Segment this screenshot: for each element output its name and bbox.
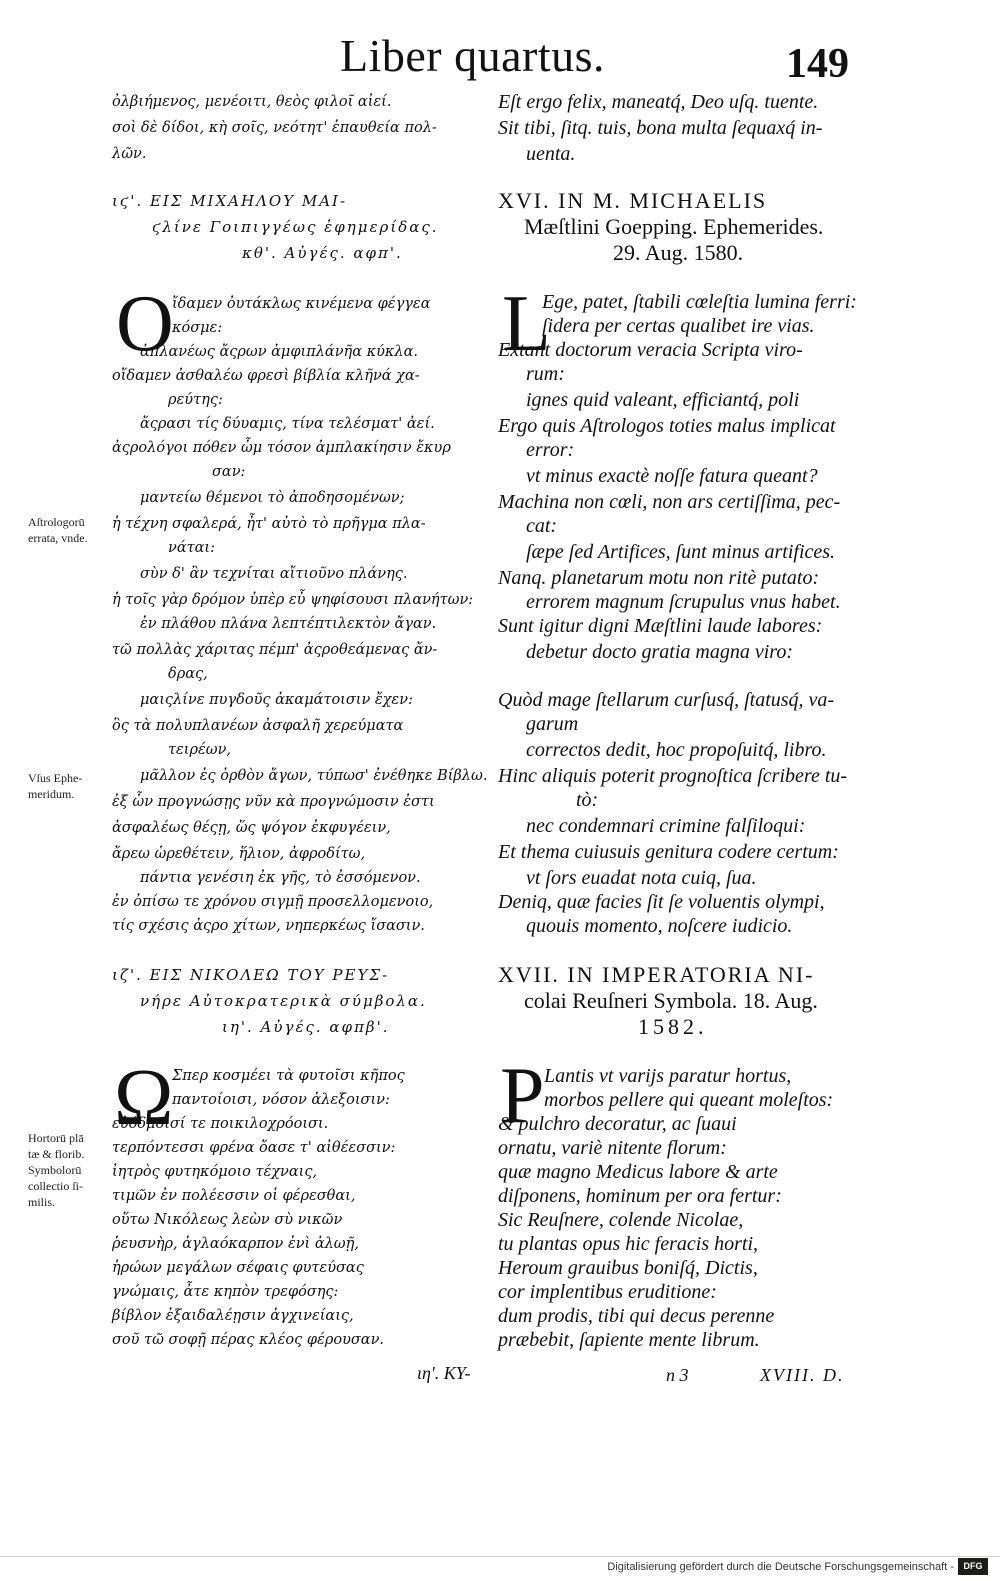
greek-poem1-line: ἐξ ὧν προγνώσῃς νῦν κὰ προγνώμοσιν ἐστι: [112, 794, 435, 810]
latin-poem2-line: dum prodis, tibi qui decus perenne: [498, 1305, 775, 1327]
latin-poem2-line: diſponens, hominum per ora fertur:: [498, 1185, 782, 1207]
latin-poem1-line: correctos dedit, hoc propoſuitq́, libro.: [526, 739, 827, 761]
latin-poem1-line: Ege, patet, ſtabili cœleſtia lumina ferri:: [542, 291, 857, 313]
latin-poem1-line: debetur docto gratia magna viro:: [526, 641, 794, 663]
greek-poem1-line: σαν:: [212, 464, 246, 480]
greek-poem2-line: Σπερ κοσμέει τὰ φυτοῖσι κῆπος: [172, 1068, 405, 1084]
greek-poem2-line: εὐόδμοισί τε ποικιλοχρόοισι.: [112, 1116, 329, 1132]
greek-poem2-line: γνώμαις, ἆτε κηπὸν τρεφόσης:: [112, 1284, 339, 1300]
latin-poem1-line: vt ſors euadat nota cuiq, ſua.: [526, 867, 757, 889]
greek-top-line: ὀλβιήμενος, μενέοιτι, θεὸς φιλοῖ αἰεί.: [112, 94, 392, 110]
latin-poem1-line: nec condemnari crimine falſiloqui:: [526, 815, 806, 837]
greek-poem1-dropcap: O: [116, 280, 174, 368]
greek-poem1-line: νάται:: [168, 540, 215, 556]
greek-poem1-line: ἀσφαλέως θέςῃ, ὥς ψόγον ἐκφυγέειν,: [112, 820, 391, 836]
latin-poem1-line: Hinc aliquis poterit prognoſtica ſcribere tu-: [498, 765, 848, 787]
greek-poem1-line: μᾶλλον ἐς ὀρθὸν ἄγων, τύπωσ' ἐνέθηκε Βίβλω.: [140, 768, 488, 784]
margin-note-ephemerides: [28, 770, 106, 802]
greek-poem2-heading: ιη'. Αὐγές. αφπβ'.: [222, 1018, 390, 1036]
greek-poem1-heading: κθ'. Αὐγές. αφπ'.: [242, 244, 403, 262]
greek-poem1-heading: ιϛ'. ΕΙΣ ΜΙΧΑΗΛΟΥ ΜΑΙ-: [112, 192, 348, 210]
latin-poem2-line: morbos pellere qui queant moleſtos:: [544, 1089, 834, 1111]
greek-poem2-line: ῥευσνὴρ, ἀγλαόκαρπον ἐνὶ ἀλωῇ,: [112, 1236, 359, 1252]
margin-note-astrologers: [28, 514, 106, 546]
latin-poem2-line: tu plantas opus hic feracis horti,: [498, 1233, 758, 1255]
page-number: 149: [786, 41, 849, 87]
greek-poem1-line: οἴδαμεν ἀσθαλέω φρεσὶ βίβλία κλῆνά χα-: [112, 368, 420, 384]
greek-poem1-line: τειρέων,: [168, 742, 232, 758]
greek-poem1-line: ἄρεω ὡρεθέτειν, ἥλιον, ἀφροδίτω,: [112, 846, 366, 862]
greek-poem2-line: ἰητρὸς φυτηκόμοιο τέχναις,: [112, 1164, 318, 1180]
latin-poem1-line: ignes quid valeant, efficiantq́, poli: [526, 389, 800, 411]
greek-poem1-line: ἀςρολόγοι πόθεν ὦμ τόσον ἀμπλακίησιν ἔκυρ: [112, 440, 451, 456]
latin-poem2-line: cor implentibus eruditione:: [498, 1281, 717, 1303]
margin-note-line: Aſtrologorū: [28, 515, 85, 529]
greek-poem1-line: ὃς τὰ πολυπλανέων ἀσφαλῆ χερεύματα: [112, 718, 404, 734]
greek-poem1-line: μαιςλίνε πυγδοῦς ἀκαμάτοισιν ἔχεν:: [140, 692, 413, 708]
greek-poem2-line: ἡρώων μεγάλων σέφαις φυτεύσας: [112, 1260, 364, 1276]
latin-poem1-line: errorem magnum ſcrupulus vnus habet.: [526, 591, 841, 613]
margin-note-line: meridum.: [28, 787, 75, 801]
greek-poem2-line: σοῦ τῶ σοφῇ πέρας κλέος φέρουσαν.: [112, 1332, 384, 1348]
latin-poem2-line: quæ magno Medicus labore & arte: [498, 1161, 778, 1183]
margin-note-line: Hortorū plā: [28, 1131, 84, 1145]
margin-note-line: Symbolorū: [28, 1163, 82, 1177]
latin-poem1-line: Extant doctorum veracia Scripta viro-: [498, 339, 803, 361]
latin-catchword: XVIII. D.: [760, 1365, 845, 1385]
greek-poem1-line: σὺν δ' ἂν τεχνίται αἴτιοῦνο πλάνης.: [140, 566, 408, 582]
latin-poem1-line: Deniq, quæ facies ſit ſe voluentis olympi,: [498, 891, 825, 913]
greek-catchword: ιη'. ΚΥ-: [417, 1363, 471, 1383]
latin-poem1-heading: XVI. IN M. MICHAELIS: [498, 188, 768, 213]
latin-poem1-line: vt minus exactè noſſe fatura queant?: [526, 465, 818, 487]
greek-poem1-line: δρας,: [168, 666, 208, 682]
greek-poem2-dropcap: Ω: [114, 1054, 174, 1142]
greek-poem1-line: ρεύτης:: [168, 392, 223, 408]
latin-poem2-dropcap: P: [500, 1052, 545, 1140]
greek-poem2-line: βίβλον ἐξαιδαλέῃσιν ἀγχινείαις,: [112, 1308, 354, 1324]
latin-poem1-line: Machina non cœli, non ars certiſſima, pec-: [498, 491, 841, 513]
greek-poem1-line: τῶ πολλὰς χάριτας πέμπ' ἀςροθεάμενας ἄν-: [112, 642, 438, 658]
latin-top-line: Sit tibi, ſitq. tuis, bona multa ſequaxq́ in-: [498, 117, 823, 139]
margin-note-gardens: [28, 1130, 106, 1210]
latin-poem1-heading: 29. Aug. 1580.: [613, 240, 744, 265]
latin-poem2-line: Lantis vt varijs paratur hortus,: [544, 1065, 792, 1087]
latin-poem1-line: Quòd mage ſtellarum curſusq́, ſtatusq́, va-: [498, 689, 835, 711]
latin-poem1-line: Sunt igitur digni Mæſtlini laude labores:: [498, 615, 823, 637]
latin-poem2-line: præbebit, ſapiente mente librum.: [498, 1329, 760, 1351]
latin-poem1-line: cat:: [526, 515, 558, 537]
latin-column: [498, 0, 873, 1400]
latin-poem2-heading: 1582.: [638, 1014, 708, 1039]
latin-poem1-heading: Mæſtlini Goepping. Ephemerides.: [524, 214, 824, 239]
latin-poem1-line: ſidera per certas qualibet ire vias.: [542, 315, 815, 337]
greek-poem1-line: ἀπλανέως ἄςρων ἀμφιπλάνῆα κύκλα.: [140, 344, 419, 360]
greek-poem1-line: ἡ τέχνη σφαλερά, ἦτ' αὐτὸ τὸ πρῆγμα πλα-: [112, 516, 426, 532]
greek-poem1-heading: ϛλίνε Γοιπιγγέως ἐφημερίδας.: [152, 218, 439, 236]
margin-note-line: errata, vnde.: [28, 531, 88, 545]
greek-poem1-line: τίς σχέσις ἀςρο χίτων, νηπερκέως ἴσασιν.: [112, 918, 425, 934]
latin-top-line: Eſt ergo felix, maneatq́, Deo uſq. tuente.: [498, 91, 819, 113]
greek-poem2-line: τερπόντεσσι φρένα ὄασε τ' αἰθέεσσιν:: [112, 1140, 396, 1156]
margin-note-line: milis.: [28, 1195, 56, 1209]
margin-note-line: tæ & florib.: [28, 1147, 85, 1161]
greek-poem1-line: μαντείω θέμενοι τὸ ἀποδησομένων;: [140, 490, 405, 506]
latin-poem1-line: ſæpe ſed Artifices, ſunt minus artifices.: [526, 541, 836, 563]
greek-poem1-line: πάντια γενέσιη ἐκ γῆς, τὸ ἐσσόμενον.: [140, 870, 421, 886]
latin-poem2-line: & pulchro decoratur, ac ſuaui: [498, 1113, 737, 1135]
latin-poem2-line: Sic Reuſnere, colende Nicolae,: [498, 1209, 744, 1231]
digitization-note: Digitalisierung gefördert durch die Deutsche Forschungsgemeinschaft -: [607, 1561, 954, 1573]
latin-poem1-line: quouis momento, noſcere iudicio.: [526, 915, 793, 937]
greek-poem1-line: ἄςρασι τίς δύυαμις, τίνα τελέσματ' ἀεί.: [140, 416, 435, 432]
latin-poem1-line: error:: [526, 439, 575, 461]
greek-poem2-line: οὕτω Νικόλεως λεὼν σὺ νικῶν: [112, 1212, 343, 1228]
greek-poem2-heading: νήρε Αὐτοκρατερικὰ σύμβολα.: [140, 992, 427, 1010]
latin-poem2-heading: XVII. IN IMPERATORIA NI-: [498, 962, 815, 987]
latin-poem1-dropcap: L: [502, 280, 551, 368]
latin-top-line: uenta.: [526, 143, 576, 165]
latin-poem2-heading: colai Reuſneri Symbola. 18. Aug.: [524, 988, 818, 1013]
greek-top-line: σοὶ δὲ δίδοι, κὴ σοῖς, νεότητ' ἐπαυθεία πολ-: [112, 120, 437, 136]
latin-poem1-line: Nanq. planetarum motu non ritè putato:: [498, 567, 820, 589]
greek-poem1-line: ἐν ὀπίσω τε χρόνου σιγμῇ προσελλομενοιο,: [112, 894, 434, 910]
latin-poem1-line: Et thema cuiusuis genitura codere certum:: [498, 841, 839, 863]
dfg-logo: DFG: [958, 1558, 988, 1575]
greek-column: [112, 0, 487, 1400]
latin-poem2-line: ornatu, variè nitente florum:: [498, 1137, 727, 1159]
greek-poem2-line: παντοίοισι, νόσον ἀλεξοισιν:: [172, 1092, 390, 1108]
margin-note-line: collectio ſi-: [28, 1179, 83, 1193]
latin-poem1-line: garum: [526, 713, 579, 735]
latin-poem2-line: Heroum grauibus boniſq́, Dictis,: [498, 1257, 758, 1279]
greek-poem2-line: τιμῶν ἐν πολέεσσιν οἱ φέρεσθαι,: [112, 1188, 356, 1204]
signature-mark: n 3: [666, 1365, 689, 1385]
greek-top-line: λῶν.: [112, 146, 147, 162]
greek-poem1-line: ἴδαμεν ὀυτάκλως κινέμενα φέγγεα: [172, 296, 431, 312]
greek-poem2-heading: ιζ'. ΕΙΣ ΝΙΚΟΛΕΩ ΤΟΥ ΡΕΥΣ-: [112, 966, 390, 984]
margin-note-line: Vſus Ephe-: [28, 771, 83, 785]
running-title: Liber quartus.: [340, 30, 606, 81]
latin-poem1-line: tò:: [576, 789, 599, 811]
latin-poem1-line: Ergo quis Aſtrologos toties malus implicat: [498, 415, 836, 437]
greek-poem1-line: ἐν πλάθου πλάνα λεπτέπτιλεκτὸν ἄγαν.: [140, 616, 437, 632]
latin-poem1-line: rum:: [526, 363, 565, 385]
greek-poem1-line: κόσμε:: [172, 320, 223, 336]
greek-poem1-line: ἡ τοῖς γὰρ δρόμον ὑπὲρ εὖ ψηφίσουσι πλανήτων:: [112, 592, 474, 608]
